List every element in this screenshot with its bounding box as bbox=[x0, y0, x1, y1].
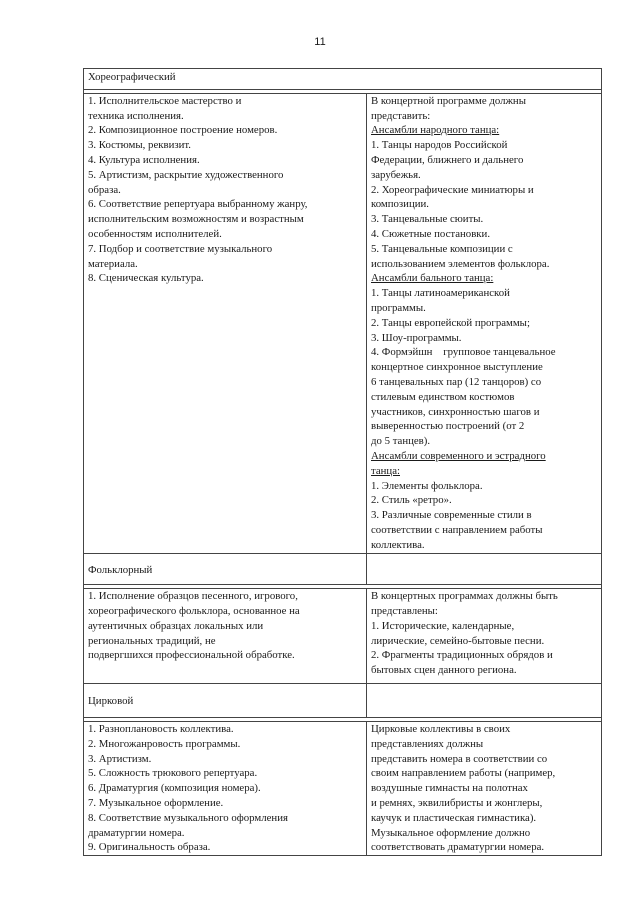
criteria-table bbox=[83, 68, 602, 856]
program-requirements-column bbox=[367, 589, 601, 683]
text-line: соответствовать драматургии номера. bbox=[371, 841, 545, 854]
text-line: 1. Исполнительское мастерство и bbox=[88, 94, 242, 107]
section-header-choreo bbox=[83, 68, 602, 90]
text-line: подвергшихся профессиональной обработке. bbox=[88, 649, 295, 662]
text-line: представить номера в соответствии со bbox=[371, 752, 548, 765]
text-line: бытовых сцен данного региона. bbox=[371, 664, 517, 677]
text-line: 1. Танцы латиноамериканской bbox=[371, 287, 510, 300]
text-line: Цирковые коллективы в своих bbox=[371, 723, 511, 736]
text-line: Ансамбли народного танца: bbox=[371, 124, 500, 137]
text-line: техника исполнения. bbox=[88, 109, 184, 122]
text-line: представлены: bbox=[371, 605, 438, 618]
text-line: 1. Исполнение образцов песенного, игрового, bbox=[88, 590, 298, 603]
text-line: 3. Различные современные стили в bbox=[371, 509, 532, 522]
section-body-folk bbox=[83, 588, 602, 684]
section-header-circus bbox=[83, 684, 602, 718]
text-line: Ансамбли современного и эстрадного bbox=[371, 449, 546, 462]
text-line: и ремнях, эквилибристы и жонглеры, bbox=[371, 797, 543, 810]
text-line: представить: bbox=[371, 109, 431, 122]
text-line: В концертной программе должны bbox=[371, 94, 526, 107]
text-line: драматургии номера. bbox=[88, 826, 185, 839]
section-body-choreo bbox=[83, 93, 602, 554]
text-line: 5. Сложность трюкового репертуара. bbox=[88, 767, 258, 780]
text-line: композиции. bbox=[371, 198, 429, 211]
page-number: 11 bbox=[314, 36, 326, 48]
text-line: 5. Танцевальные композиции с bbox=[371, 242, 513, 255]
text-line: воздушные гимнасты на полотнах bbox=[371, 782, 528, 795]
text-line: стилевым единством костюмов bbox=[371, 390, 515, 403]
text-line: зарубежья. bbox=[371, 168, 421, 181]
section-title: Цирковой bbox=[84, 684, 367, 717]
text-line: выверенностью построений (от 2 bbox=[371, 420, 525, 433]
section-body-circus bbox=[83, 721, 602, 856]
text-line: образа. bbox=[88, 183, 121, 196]
section-header-folk bbox=[83, 554, 602, 586]
text-line: 5. Артистизм, раскрытие художественного bbox=[88, 168, 284, 181]
section-title: Фольклорный bbox=[84, 554, 367, 585]
text-line: В концертных программах должны быть bbox=[371, 590, 558, 603]
text-line: соответствии с направлением работы bbox=[371, 523, 543, 536]
text-line: исполнительским возможностям и возрастным bbox=[88, 213, 304, 226]
program-requirements-column bbox=[367, 722, 601, 855]
text-line: 6. Соответствие репертуара выбранному жанру, bbox=[88, 198, 308, 211]
program-requirements-column bbox=[367, 94, 601, 553]
text-line: аутентичных образцах локальных или bbox=[88, 619, 264, 632]
text-line: 2. Композиционное построение номеров. bbox=[88, 124, 278, 137]
text-line: региональных традиций, не bbox=[88, 634, 216, 647]
text-line: 3. Костюмы, реквизит. bbox=[88, 139, 192, 152]
text-line: 3. Артистизм. bbox=[88, 752, 152, 765]
criteria-column bbox=[84, 94, 367, 553]
text-line: танца: bbox=[371, 464, 400, 477]
text-line: 4. Сюжетные постановки. bbox=[371, 227, 491, 240]
text-line: 1. Исторические, календарные, bbox=[371, 619, 515, 632]
section-title: Хореографический bbox=[88, 71, 176, 83]
text-line: 6. Драматургия (композиция номера). bbox=[88, 782, 261, 795]
text-line: участников, синхронностью шагов и bbox=[371, 405, 540, 418]
text-line: лирические, семейно-бытовые песни. bbox=[371, 634, 545, 647]
criteria-column bbox=[84, 589, 367, 683]
text-line: коллектива. bbox=[371, 538, 425, 551]
text-line: до 5 танцев). bbox=[371, 435, 431, 448]
text-line: особенностям исполнителей. bbox=[88, 227, 222, 240]
text-line: своим направлением работы (например, bbox=[371, 767, 556, 780]
empty-cell bbox=[367, 684, 601, 717]
text-line: 1. Танцы народов Российской bbox=[371, 139, 508, 152]
text-line: концертное синхронное выступление bbox=[371, 361, 543, 374]
text-line: 6 танцевальных пар (12 танцоров) со bbox=[371, 375, 542, 388]
text-line: материала. bbox=[88, 257, 138, 270]
text-line: 3. Шоу-программы. bbox=[371, 331, 462, 344]
text-line: каучук и пластическая гимнастика). bbox=[371, 811, 537, 824]
text-line: 4. Формэйшн групповое танцевальное bbox=[371, 346, 556, 359]
text-line: 2. Танцы европейской программы; bbox=[371, 316, 530, 329]
text-line: 2. Многожанровость программы. bbox=[88, 737, 241, 750]
text-line: 7. Подбор и соответствие музыкального bbox=[88, 242, 273, 255]
text-line: Федерации, ближнего и дальнего bbox=[371, 153, 524, 166]
text-line: 9. Оригинальность образа. bbox=[88, 841, 211, 854]
text-line: представлениях должны bbox=[371, 737, 484, 750]
text-line: хореографического фольклора, основанное на bbox=[88, 605, 300, 618]
text-line: 1. Элементы фольклора. bbox=[371, 479, 483, 492]
criteria-column bbox=[84, 722, 367, 855]
text-line: 3. Танцевальные сюиты. bbox=[371, 213, 484, 226]
text-line: 8. Соответствие музыкального оформления bbox=[88, 811, 288, 824]
text-line: Ансамбли бального танца: bbox=[371, 272, 494, 285]
text-line: 7. Музыкальное оформление. bbox=[88, 797, 224, 810]
text-line: использованием элементов фольклора. bbox=[371, 257, 550, 270]
text-line: 4. Культура исполнения. bbox=[88, 153, 200, 166]
text-line: программы. bbox=[371, 301, 426, 314]
text-line: 8. Сценическая культура. bbox=[88, 272, 204, 285]
text-line: 2. Хореографические миниатюры и bbox=[371, 183, 534, 196]
empty-cell bbox=[367, 554, 601, 585]
text-line: 2. Стиль «ретро». bbox=[371, 494, 452, 507]
text-line: 1. Разноплановость коллектива. bbox=[88, 723, 234, 736]
text-line: 2. Фрагменты традиционных обрядов и bbox=[371, 649, 553, 662]
text-line: Музыкальное оформление должно bbox=[371, 826, 531, 839]
